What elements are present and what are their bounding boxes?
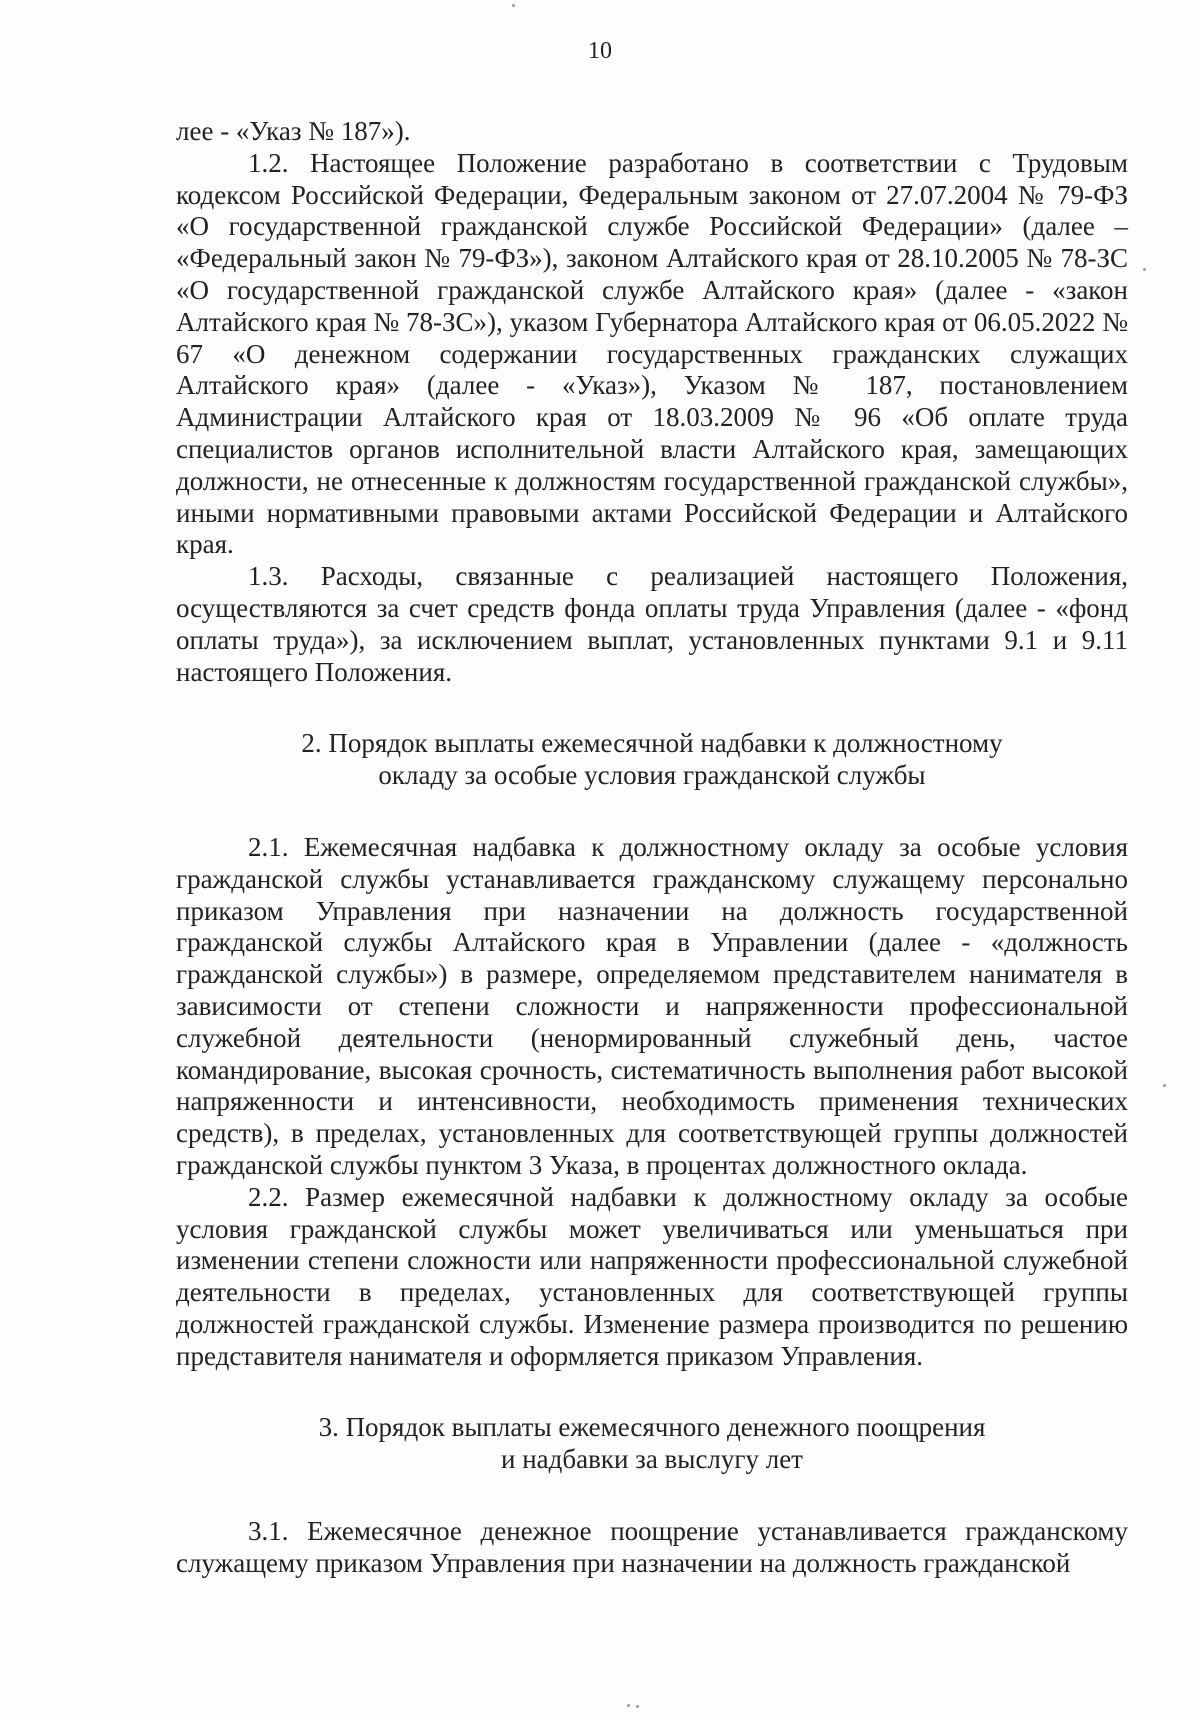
paragraph-1-2: 1.2. Настоящее Положение разработано в соответствии с Трудовым кодексом Российской Федерации, Федеральным законом от 27.07.2004 № 79-ФЗ «О государственной гражданской службе Российской Федерации» (далее – «Федеральный закон № 79-ФЗ»), законом Алтайского края от 28.10.2005 № 78-ЗС «О государственной гражданской службе Алтайского края» (далее - «закон Алтайского края № 78-ЗС»), указом Губернатора Алтайского края от 06.05.2022 № 67 «О денежном содержании государственных гражданских служащих Алтайского края» (далее - «Указ»), Указом № 187, постановлением Администрации Алтайского края от 18.03.2009 № 96 «Об оплате труда специалистов органов исполнительной власти Алтайского края, замещающих должности, не отнесенные к должностям государственной гражданской службы», иными нормативными правовыми актами Российской Федерации и Алтайского края. [176,147,1128,560]
document-body [176,116,1128,1580]
scan-speck [636,1705,639,1708]
scan-speck [1143,268,1146,271]
paragraph-1-3: 1.3. Расходы, связанные с реализацией настоящего Положения, осуществляются за счет средств фонда оплаты труда Управления (далее - «фонд оплаты труда»), за исключением выплат, установленных пунктами 9.1 и 9.11 настоящего Положения. [176,561,1128,687]
page-number: 10 [588,38,612,64]
paragraph-continuation: лее - «Указ № 187»). [176,116,411,146]
section-heading-3-line-1: 3. Порядок выплаты ежемесячного денежного поощрения [318,1412,986,1443]
section-heading-2-line-1: 2. Порядок выплаты ежемесячной надбавки к должностному [301,728,1003,759]
section-heading-2 [176,728,1128,792]
scan-speck [1163,1084,1166,1087]
scan-speck [627,1704,630,1707]
scan-speck [512,4,515,7]
paragraph-3-1: 3.1. Ежемесячное денежное поощрение устанавливается гражданскому служащему приказом Управления при назначении на должность гражданской [176,1516,1128,1578]
paragraph-2-1: 2.1. Ежемесячная надбавка к должностному окладу за особые условия гражданской службы устанавливается гражданскому служащему персонально приказом Управления при назначении на должность государственной гражданской службы Алтайского края в Управлении (далее - «должность гражданской службы») в размере, определяемом представителем нанимателя в зависимости от степени сложности и напряженности профессиональной служебной деятельности (ненормированный служебный день, частое командирование, высокая срочность, систематичность выполнения работ высокой напряженности и интенсивности, необходимость применения технических средств), в пределах, установленных для соответствующей группы должностей гражданской службы пунктом 3 Указа, в процентах должностного оклада. [176,831,1128,1180]
section-heading-2-line-2: окладу за особые условия гражданской службы [378,760,926,791]
section-heading-3-line-2: и надбавки за выслугу лет [501,1444,803,1475]
section-heading-3 [176,1412,1128,1476]
paragraph-2-2: 2.2. Размер ежемесячной надбавки к должностному окладу за особые условия гражданской службы может увеличиваться или уменьшаться при изменении степени сложности или напряженности профессиональной служебной деятельности в пределах, установленных для соответствующей группы должностей гражданской службы. Изменение размера производится по решению представителя нанимателя и оформляется приказом Управления. [176,1181,1128,1371]
